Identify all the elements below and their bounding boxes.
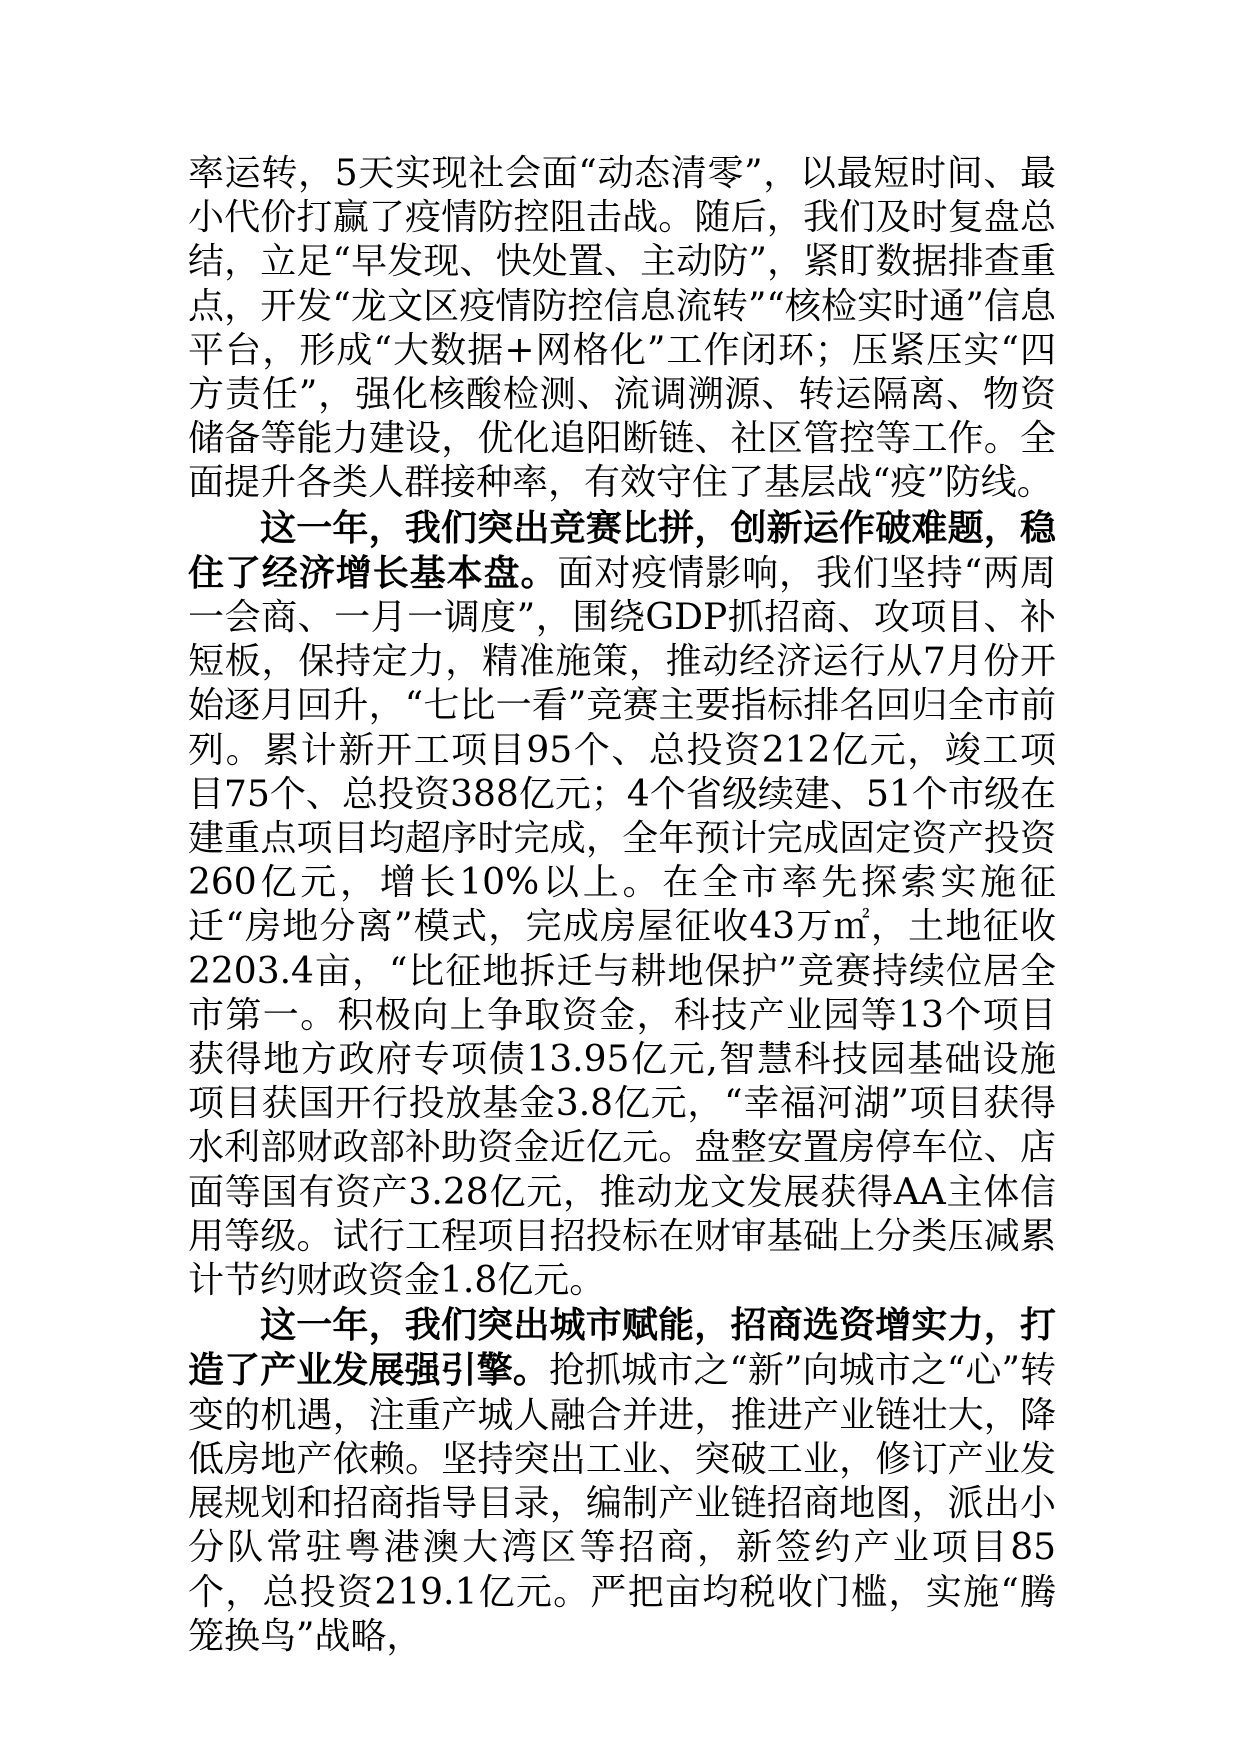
document-page — [188, 152, 1056, 1659]
paragraph-lead: 这一年，我们突出城市赋能，招商选资增实力，打造了产业发展强引擎。 — [188, 1304, 1056, 1392]
paragraph-continued — [188, 152, 1056, 506]
paragraph-economy — [188, 506, 1056, 1304]
paragraph-body: 率运转，5天实现社会面“动态清零”，以最短时间、最小代价打赢了疫情防控阻击战。随后，我们及时复盘总结，立足“早发现、快处置、主动防”，紧盯数据排查重点，开发“龙文区疫情防控信息流转”“核检实时通”信息平台，形成“大数据+网格化”工作闭环；压紧压实“四方责任”，强化核酸检测、流调溯源、转运隔离、物资储备等能力建设，优化追阳断链、社区管控等工作。全面提升各类人群接种率，有效守住了基层战“疫”防线。 — [188, 153, 1056, 504]
paragraph-body: 抢抓城市之“新”向城市之“心”转变的机遇，注重产城人融合并进，推进产业链壮大，降低房地产依赖。坚持突出工业、突破工业，修订产业发展规划和招商指导目录，编制产业链招商地图，派出小分队常驻粤港澳大湾区等招商，新签约产业项目85个，总投资219.1亿元。严把亩均税收门槛，实施“腾笼换鸟”战略， — [188, 1350, 1056, 1657]
paragraph-body: 面对疫情影响，我们坚持“两周一会商、一月一调度”，围绕GDP抓招商、攻项目、补短板，保持定力，精准施策，推动经济运行从7月份开始逐月回升，“七比一看”竞赛主要指标排名回归全市前列。累计新开工项目95个、总投资212亿元，竣工项目75个、总投资388亿元；4个省级续建、51个市级在建重点项目均超序时完成，全年预计完成固定资产投资260亿元，增长10%以上。在全市率先探索实施征迁“房地分离”模式，完成房屋征收43万㎡，土地征收2203.4亩，“比征地拆迁与耕地保护”竞赛持续位居全市第一。积极向上争取资金，科技产业园等13个项目获得地方政府专项债13.95亿元,智慧科技园基础设施项目获国开行投放基金3.8亿元，“幸福河湖”项目获得水利部财政部补助资金近亿元。盘整安置房停车位、店面等国有资产3.28亿元，推动龙文发展获得AA主体信用等级。试行工程项目招投标在财审基础上分类压减累计节约财政资金1.8亿元。 — [188, 552, 1056, 1302]
paragraph-lead: 这一年，我们突出竞赛比拼，创新运作破难题，稳住了经济增长基本盘。 — [188, 506, 1056, 594]
paragraph-industry — [188, 1303, 1056, 1659]
